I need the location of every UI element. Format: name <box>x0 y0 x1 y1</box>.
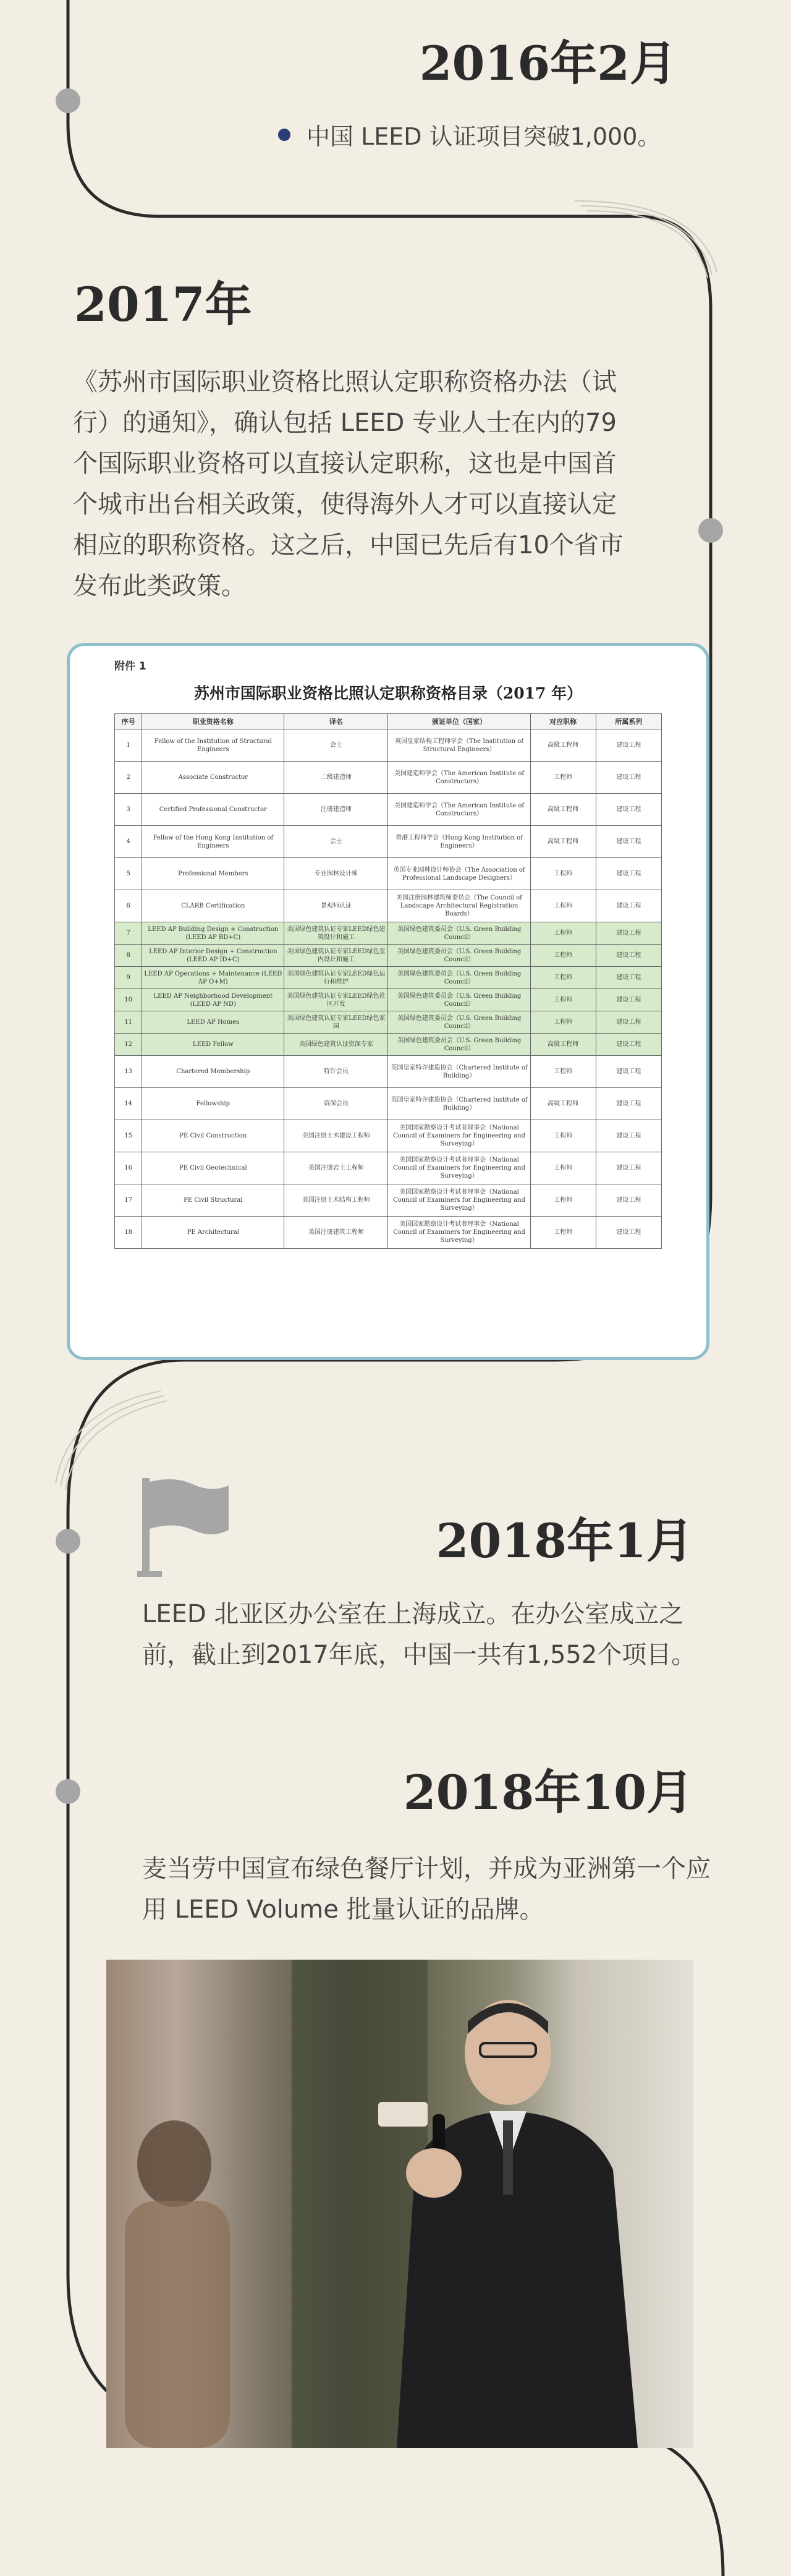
cell-no: 17 <box>115 1184 142 1217</box>
cell-issuer: 美国国家勘察设计考试者理事会（National Council of Examiners for Engineering and Surveying） <box>388 1152 530 1184</box>
table-row <box>115 858 662 890</box>
heading-2018-jan: 2018年1月 <box>436 1513 693 1568</box>
cell-translation: 资深会员 <box>284 1088 388 1120</box>
cell-title: 高级工程师 <box>530 794 596 826</box>
cell-name: PE Civil Geotechnical <box>142 1152 284 1184</box>
cell-no: 18 <box>115 1217 142 1249</box>
bullet-2016-feb <box>278 117 661 151</box>
cell-name: Fellowship <box>142 1088 284 1120</box>
bullet-dot-icon <box>278 129 290 141</box>
cell-title: 高级工程师 <box>530 729 596 762</box>
cell-no: 9 <box>115 967 142 989</box>
table-row <box>115 1120 662 1152</box>
cell-title: 高级工程师 <box>530 1088 596 1120</box>
cell-title: 工程师 <box>530 1056 596 1088</box>
cell-no: 2 <box>115 762 142 794</box>
table-row <box>115 826 662 858</box>
cell-series: 建设工程 <box>596 989 661 1011</box>
cell-series: 建设工程 <box>596 1217 661 1249</box>
cell-translation: 美国注册土木建设工程师 <box>284 1120 388 1152</box>
cell-no: 5 <box>115 858 142 890</box>
cell-translation: 美国绿色建筑认证资深专家 <box>284 1034 388 1056</box>
timeline-node <box>56 1529 80 1554</box>
table-row <box>115 1056 662 1088</box>
cell-name: LEED AP Homes <box>142 1011 284 1034</box>
attachment-label: 附件 1 <box>114 660 146 673</box>
cell-no: 3 <box>115 794 142 826</box>
cell-name: PE Civil Structural <box>142 1184 284 1217</box>
cell-issuer: 英国皇家特许建造协会（Chartered Institute of Building） <box>388 1056 530 1088</box>
cell-no: 6 <box>115 890 142 922</box>
cell-issuer: 美国建造师学会（The American Institute of Constructors） <box>388 794 530 826</box>
speaker-illustration <box>106 1960 693 2448</box>
cell-name: LEED AP Interior Design + Construction (LEED AP ID+C) <box>142 945 284 967</box>
cell-title: 工程师 <box>530 858 596 890</box>
cell-title: 高级工程师 <box>530 826 596 858</box>
cell-name: PE Architectural <box>142 1217 284 1249</box>
cell-name: Fellow of the Institution of Structural Engineers <box>142 729 284 762</box>
table-row <box>115 989 662 1011</box>
cell-name: LEED AP Operations + Maintenance (LEED AP O+M) <box>142 967 284 989</box>
cell-name: Associate Constructor <box>142 762 284 794</box>
cell-translation: 二级建造师 <box>284 762 388 794</box>
cell-series: 建设工程 <box>596 967 661 989</box>
cell-no: 16 <box>115 1152 142 1184</box>
cell-no: 11 <box>115 1011 142 1034</box>
cell-name: Fellow of the Hong Kong Institution of Engineers <box>142 826 284 858</box>
cell-series: 建设工程 <box>596 945 661 967</box>
cell-name: Chartered Membership <box>142 1056 284 1088</box>
qualification-table <box>114 713 662 1249</box>
cell-name: Professional Members <box>142 858 284 890</box>
cell-series: 建设工程 <box>596 762 661 794</box>
bullet-text: 中国 LEED 认证项目突破1,000。 <box>307 123 661 150</box>
cell-issuer: 香港工程师学会（Hong Kong Institution of Engineers） <box>388 826 530 858</box>
flag-icon <box>137 1474 236 1579</box>
header-name: 职业资格名称 <box>142 714 284 729</box>
document-title: 苏州市国际职业资格比照认定职称资格目录（2017 年） <box>193 684 583 702</box>
cell-name: LEED Fellow <box>142 1034 284 1056</box>
cell-title: 工程师 <box>530 922 596 945</box>
cell-series: 建设工程 <box>596 1056 661 1088</box>
cell-issuer: 美国国家勘察设计考试者理事会（National Council of Examiners for Engineering and Surveying） <box>388 1120 530 1152</box>
table-row <box>115 1184 662 1217</box>
cell-series: 建设工程 <box>596 858 661 890</box>
cell-translation: 美国注册土木结构工程师 <box>284 1184 388 1217</box>
cell-no: 10 <box>115 989 142 1011</box>
paragraph-2018-jan: LEED 北亚区办公室在上海成立。在办公室成立之前，截止到2017年底，中国一共有1,552个项目。 <box>142 1600 696 1669</box>
cell-issuer: 英国专业园林设计师协会（The Association of Professional Landscape Designers） <box>388 858 530 890</box>
cell-series: 建设工程 <box>596 1184 661 1217</box>
cell-name: LEED AP Building Design + Construction (LEED AP BD+C) <box>142 922 284 945</box>
header-series: 所属系列 <box>596 714 661 729</box>
table-row <box>115 967 662 989</box>
cell-title: 工程师 <box>530 1152 596 1184</box>
cell-issuer: 英国皇家结构工程师学会（The Institution of Structural Engineers） <box>388 729 530 762</box>
table-row <box>115 794 662 826</box>
cell-series: 建设工程 <box>596 729 661 762</box>
table-row <box>115 1011 662 1034</box>
table-row <box>115 1217 662 1249</box>
cell-title: 工程师 <box>530 1011 596 1034</box>
cell-issuer: 美国绿色建筑委员会（U.S. Green Building Council） <box>388 945 530 967</box>
paragraph-2018-oct: 麦当劳中国宣布绿色餐厅计划，并成为亚洲第一个应用 LEED Volume 批量认证的品牌。 <box>142 1855 711 1924</box>
table-row <box>115 922 662 945</box>
cell-series: 建设工程 <box>596 890 661 922</box>
timeline-node <box>56 1779 80 1804</box>
header-no: 序号 <box>115 714 142 729</box>
table-row <box>115 1152 662 1184</box>
cell-translation: 美国绿色建筑认证专家LEED绿色建筑设计和施工 <box>284 922 388 945</box>
cell-title: 工程师 <box>530 1184 596 1217</box>
cell-issuer: 美国绿色建筑委员会（U.S. Green Building Council） <box>388 989 530 1011</box>
cell-issuer: 美国绿色建筑委员会（U.S. Green Building Council） <box>388 1011 530 1034</box>
cell-name: CLARB Certification <box>142 890 284 922</box>
cell-translation: 专业园林设计师 <box>284 858 388 890</box>
cell-title: 工程师 <box>530 890 596 922</box>
cell-title: 高级工程师 <box>530 1034 596 1056</box>
cell-name: PE Civil Construction <box>142 1120 284 1152</box>
cell-title: 工程师 <box>530 945 596 967</box>
cell-series: 建设工程 <box>596 1011 661 1034</box>
cell-translation: 美国绿色建筑认证专家LEED绿色家园 <box>284 1011 388 1034</box>
header-translation: 译名 <box>284 714 388 729</box>
cell-translation: 注册建造师 <box>284 794 388 826</box>
cell-title: 工程师 <box>530 1217 596 1249</box>
cell-issuer: 美国国家勘察设计考试者理事会（National Council of Examiners for Engineering and Surveying） <box>388 1184 530 1217</box>
table-row <box>115 1034 662 1056</box>
table-row <box>115 729 662 762</box>
cell-series: 建设工程 <box>596 1152 661 1184</box>
cell-translation: 美国绿色建筑认证专家LEED绿色运行和维护 <box>284 967 388 989</box>
cell-translation: 美国注册岩土工程师 <box>284 1152 388 1184</box>
cell-translation: 景观师认证 <box>284 890 388 922</box>
cell-name: LEED AP Neighborhood Development (LEED AP ND) <box>142 989 284 1011</box>
heading-2017: 2017年 <box>74 277 252 332</box>
cell-no: 8 <box>115 945 142 967</box>
cell-title: 工程师 <box>530 967 596 989</box>
cell-translation: 特许会员 <box>284 1056 388 1088</box>
cell-series: 建设工程 <box>596 922 661 945</box>
cell-issuer: 美国国家勘察设计考试者理事会（National Council of Examiners for Engineering and Surveying） <box>388 1217 530 1249</box>
cell-no: 7 <box>115 922 142 945</box>
cell-series: 建设工程 <box>596 826 661 858</box>
cell-issuer: 美国绿色建筑委员会（U.S. Green Building Council） <box>388 922 530 945</box>
cell-title: 工程师 <box>530 1120 596 1152</box>
cell-series: 建设工程 <box>596 794 661 826</box>
cell-translation: 美国注册建筑工程师 <box>284 1217 388 1249</box>
document-card <box>67 643 709 1360</box>
cell-title: 工程师 <box>530 989 596 1011</box>
table-row <box>115 890 662 922</box>
cell-no: 12 <box>115 1034 142 1056</box>
heading-2016-feb: 2016年2月 <box>419 36 677 91</box>
event-photo <box>106 1960 693 2448</box>
cell-issuer: 美国建造师学会（The American Institute of Constructors） <box>388 762 530 794</box>
cell-issuer: 美国注册园林建筑师委员会（The Council of Landscape Architectural Registration Boards） <box>388 890 530 922</box>
cell-issuer: 美国绿色建筑委员会（U.S. Green Building Council） <box>388 967 530 989</box>
cell-name: Certified Professional Constructor <box>142 794 284 826</box>
cell-no: 15 <box>115 1120 142 1152</box>
header-title: 对应职称 <box>530 714 596 729</box>
cell-issuer: 英国皇家特许建造协会（Chartered Institute of Building） <box>388 1088 530 1120</box>
cell-series: 建设工程 <box>596 1088 661 1120</box>
table-row <box>115 1088 662 1120</box>
timeline-node <box>698 518 723 543</box>
cell-title: 工程师 <box>530 762 596 794</box>
table-body <box>115 729 662 1249</box>
heading-2018-oct: 2018年10月 <box>403 1765 693 1820</box>
cell-no: 1 <box>115 729 142 762</box>
header-issuer: 颁证单位（国家） <box>388 714 530 729</box>
cell-no: 13 <box>115 1056 142 1088</box>
cell-no: 4 <box>115 826 142 858</box>
cell-translation: 会士 <box>284 729 388 762</box>
cell-translation: 会士 <box>284 826 388 858</box>
cell-translation: 美国绿色建筑认证专家LEED绿色社区开发 <box>284 989 388 1011</box>
cell-no: 14 <box>115 1088 142 1120</box>
cell-issuer: 美国绿色建筑委员会（U.S. Green Building Council） <box>388 1034 530 1056</box>
table-row <box>115 762 662 794</box>
cell-series: 建设工程 <box>596 1120 661 1152</box>
cell-series: 建设工程 <box>596 1034 661 1056</box>
cell-translation: 美国绿色建筑认证专家LEED绿色室内设计和施工 <box>284 945 388 967</box>
table-row <box>115 945 662 967</box>
timeline-node <box>56 88 80 113</box>
table-header-row <box>115 714 662 729</box>
paragraph-2017: 《苏州市国际职业资格比照认定职称资格办法（试行）的通知》，确认包括 LEED 专业人士在内的79个国际职业资格可以直接认定职称，这也是中国首个城市出台相关政策，使得海外人才可以直接认定相应的职称资格。这之后，中国已先后有10个省市发布此类政策。 <box>73 368 624 600</box>
